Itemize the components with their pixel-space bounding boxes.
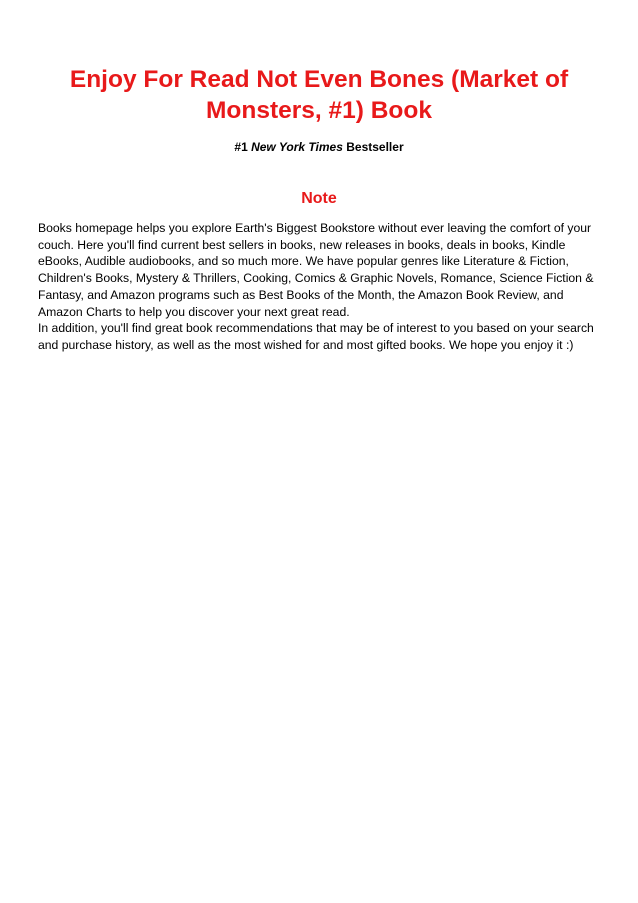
note-heading: Note <box>301 190 337 207</box>
document-title: Enjoy For Read Not Even Bones (Market of Monsters, #1) Book <box>69 66 569 124</box>
note-paragraph-1: Books homepage helps you explore Earth's Biggest Bookstore without ever leaving the comfort of your couch. Here you'll find current best sellers in books, new releases in books, deals in books, Kindle eBooks, Audible audiobooks, and so much more. We have popular genres like Literature & Fiction, Children's Books, Mystery & Thrillers, Cooking, Comics & Graphic Novels, Romance, Science Fiction & Fantasy, and Amazon programs such as Best Books of the Month, the Amazon Book Review, and Amazon Charts to help you discover your next great read. <box>38 221 594 319</box>
tagline-publication: New York Times <box>251 140 343 154</box>
tagline-prefix: #1 <box>234 140 252 154</box>
note-body <box>38 220 604 354</box>
bestseller-tagline <box>0 140 638 155</box>
tagline-suffix: Bestseller <box>342 140 404 154</box>
note-paragraph-2: In addition, you'll find great book recommendations that may be of interest to you based on your search and purchase history, as well as the most wished for and most gifted books. We hope you enjoy it :) <box>38 321 594 352</box>
